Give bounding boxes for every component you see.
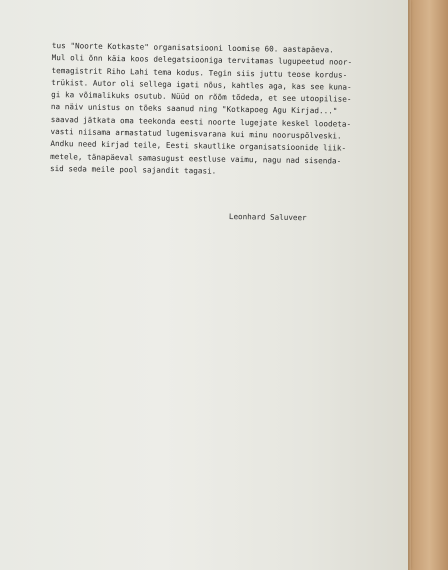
text-line: saavad jätkata oma teekonda eesti noorte lugejate keskel loodeta- xyxy=(50,114,352,129)
text-line: temagistrit Riho Lahi tema kodus. Tegin siis juttu teose kordus- xyxy=(51,65,348,80)
text-line: sid seda meile pool sajandit tagasi. xyxy=(49,163,217,176)
text-line: na näiv unistus on tõeks saanud ning "Kotkapoeg Agu Kirjad..." xyxy=(50,102,338,116)
text-line: Andku need kirjad teile, Eesti skautlike organisatsioonide liik- xyxy=(50,139,347,154)
text-line: vasti niisama armastatud lugemisvarana kui minu nooruspõlveski. xyxy=(50,127,342,141)
page-edge xyxy=(408,0,411,570)
text-line: tus "Noorte Kotkaste" organisatsiooni loomise 60. aastapäeva. xyxy=(51,40,334,55)
text-line: gi ka võimalikuks osutub. Nüüd on rõõm tõdeda, et see utoopilise- xyxy=(51,90,352,104)
text-line: Mul oli õnn käia koos delegatsiooniga tervitamas lugupeetud noor- xyxy=(51,53,353,68)
author-signature: Leonhard Saluveer xyxy=(228,212,307,223)
body-text xyxy=(50,40,392,181)
text-line: trükist. Autor oli sellega igati nõus, kahtles aga, kas see kuna- xyxy=(51,77,352,92)
text-line: metele, tänapäeval samasugust eestluse vaimu, nagu nad sisenda- xyxy=(50,151,342,166)
book-cover-edge xyxy=(411,0,448,570)
